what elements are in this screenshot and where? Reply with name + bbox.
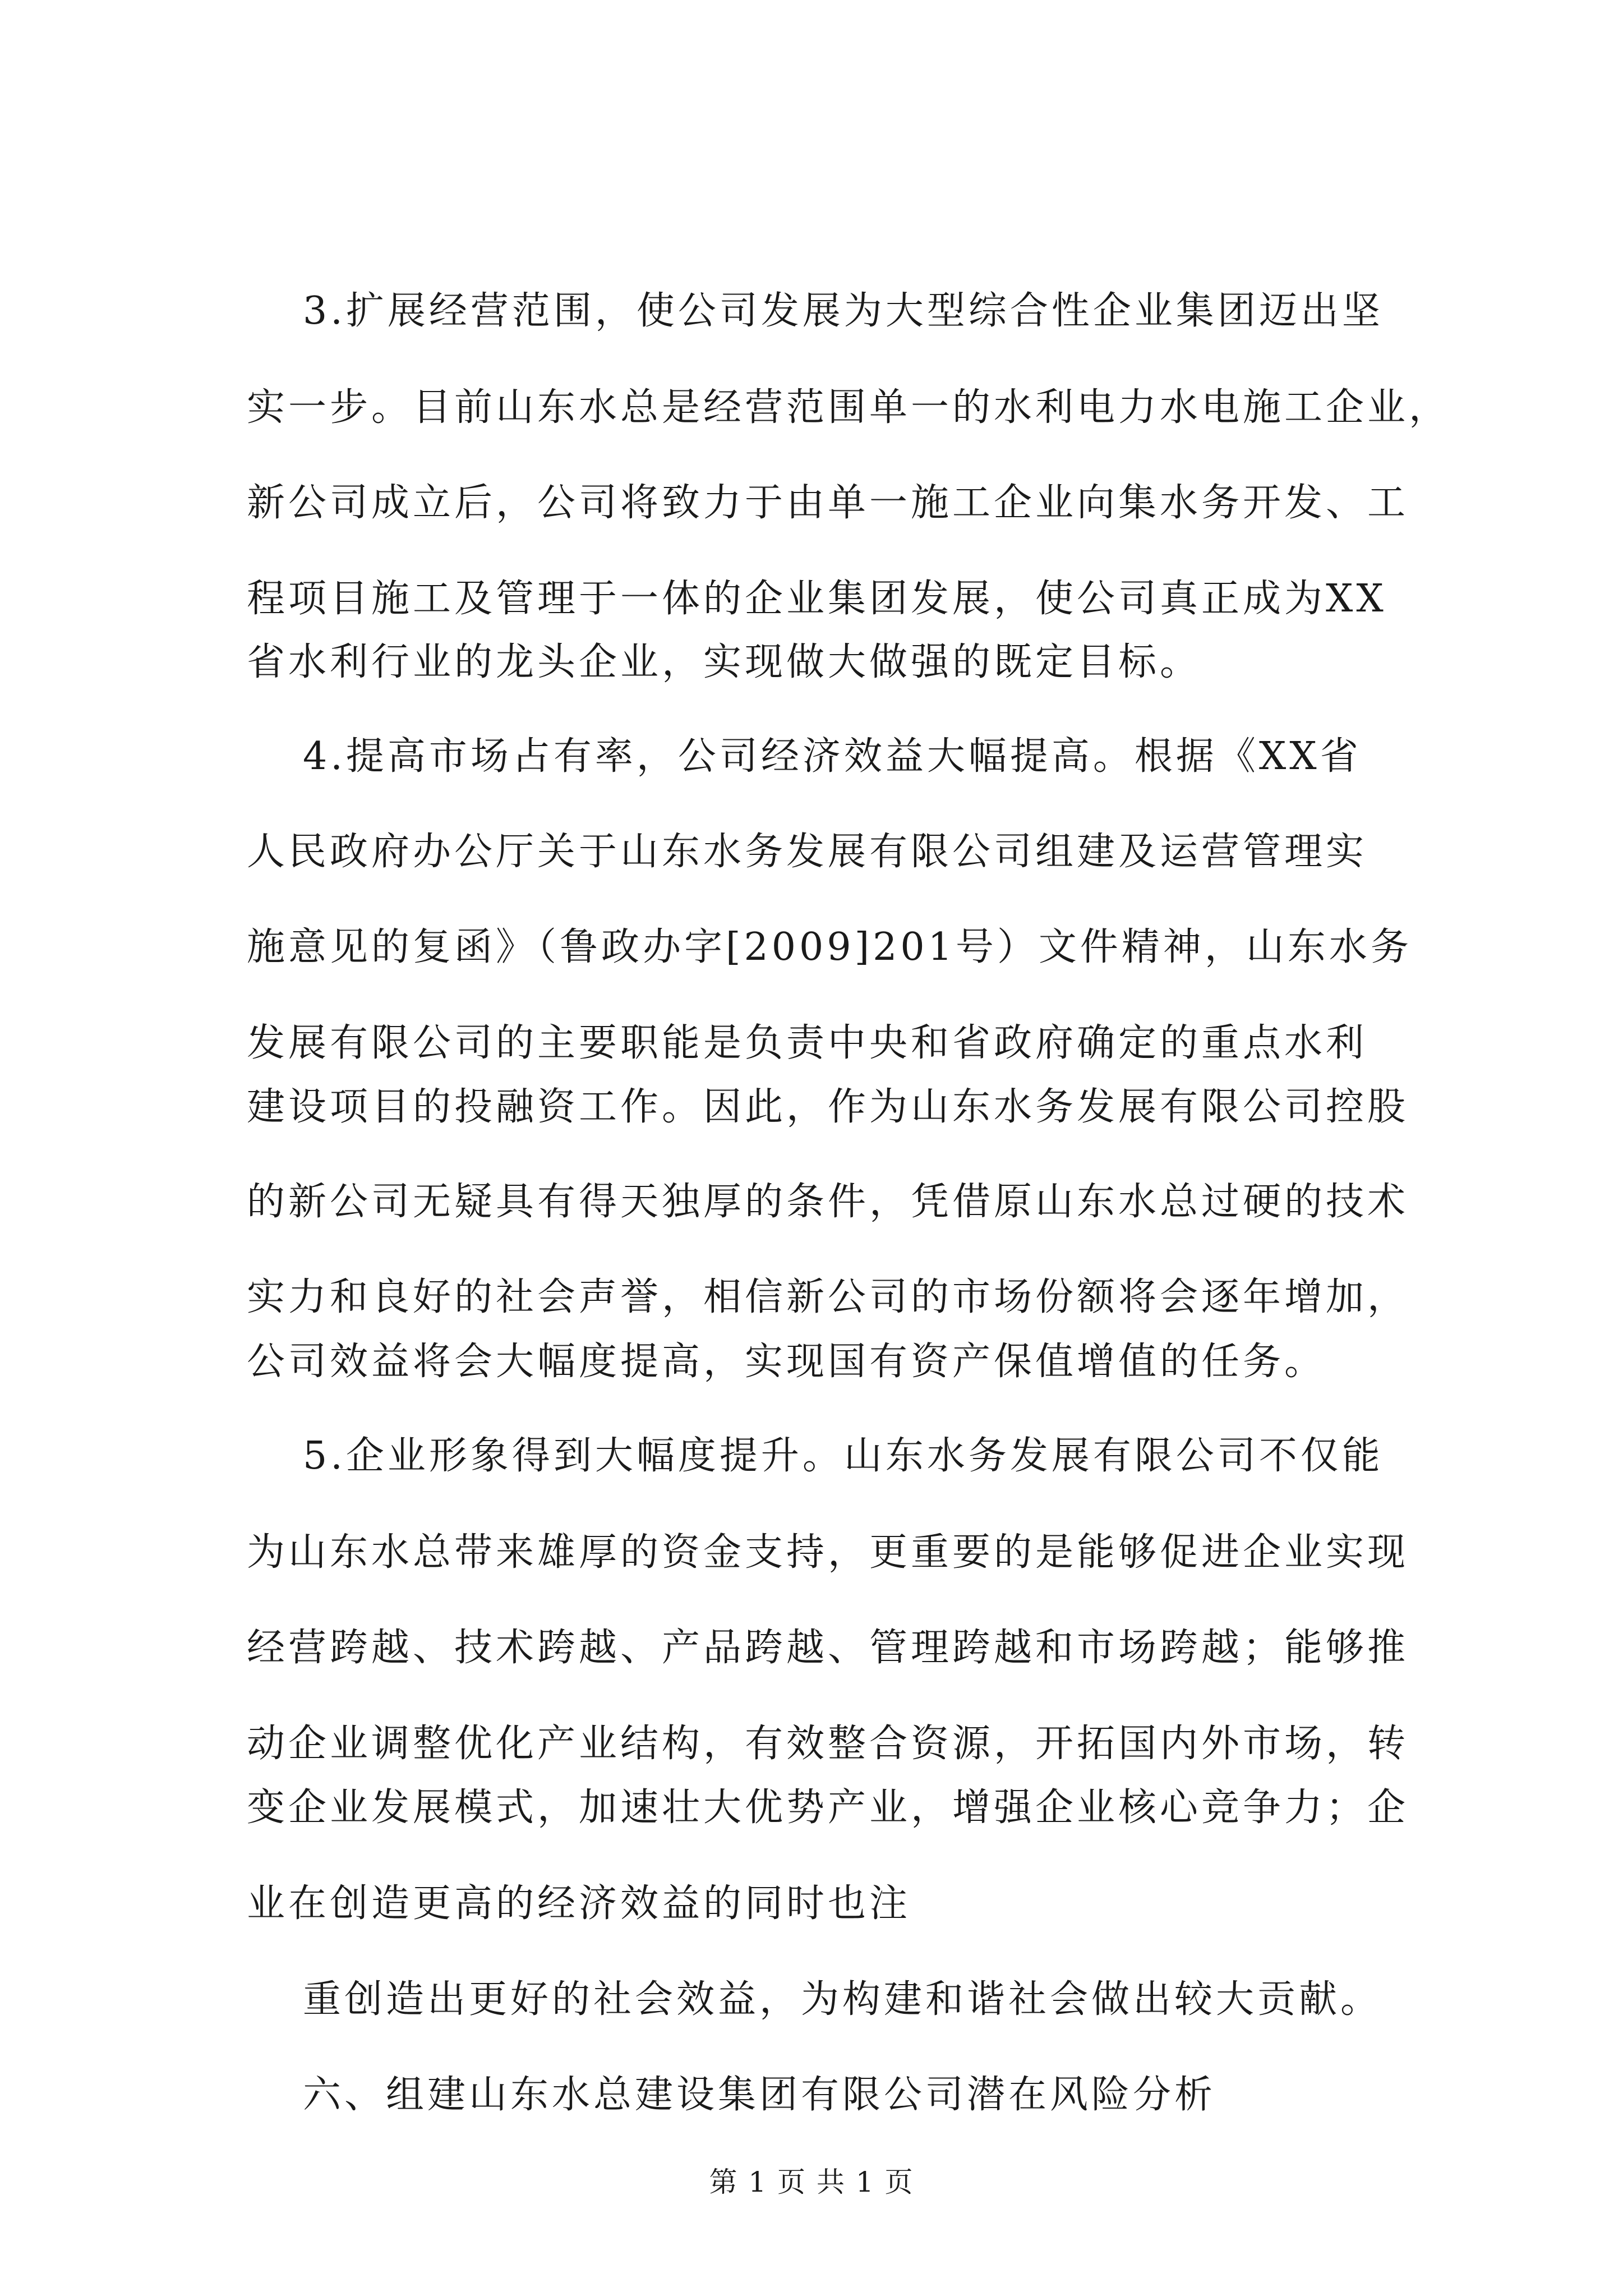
paragraph-5-line-5: 变企业发展模式，加速壮大优势产业，增强企业核心竞争力；企 [247,1786,1409,1830]
paragraph-5-line-4: 动企业调整优化产业结构，有效整合资源，开拓国内外市场，转 [247,1722,1409,1766]
paragraph-4-line-5: 建设项目的投融资工作。因此，作为山东水务发展有限公司控股 [247,1085,1409,1129]
paragraph-5-line-2: 为山东水总带来雄厚的资金支持，更重要的是能够促进企业实现 [247,1530,1409,1575]
paragraph-3-line-4: 程项目施工及管理于一体的企业集团发展，使公司真正成为XX [247,577,1387,621]
paragraph-5-line-1: 5.企业形象得到大幅度提升。山东水务发展有限公司不仅能 [303,1434,1384,1478]
paragraph-4-line-2: 人民政府办公厅关于山东水务发展有限公司组建及运营管理实 [247,830,1368,874]
paragraph-4-line-4: 发展有限公司的主要职能是负责中央和省政府确定的重点水利 [247,1021,1368,1065]
section-heading: 六、组建山东水总建设集团有限公司潜在风险分析 [303,2073,1216,2117]
paragraph-4-line-1: 4.提高市场占有率，公司经济效益大幅提高。根据《XX省 [303,734,1362,779]
paragraph-5-line-6: 业在创造更高的经济效益的同时也注 [247,1881,911,1926]
paragraph-3-line-1: 3.扩展经营范围，使公司发展为大型综合性企业集团迈出坚 [303,289,1384,333]
paragraph-4-line-7: 实力和良好的社会声誉，相信新公司的市场份额将会逐年增加， [247,1275,1409,1319]
page-footer: 第 1 页 共 1 页 [709,2166,914,2198]
paragraph-4-line-6: 的新公司无疑具有得天独厚的条件，凭借原山东水总过硬的技术 [247,1180,1409,1224]
paragraph-5-line-3: 经营跨越、技术跨越、产品跨越、管理跨越和市场跨越；能够推 [247,1626,1409,1670]
paragraph-3-line-3: 新公司成立后，公司将致力于由单一施工企业向集水务开发、工 [247,481,1409,525]
paragraph-3-line-2: 实一步。目前山东水总是经营范围单一的水利电力水电施工企业， [247,385,1451,430]
continuation-line: 重创造出更好的社会效益，为构建和谐社会做出较大贡献。 [303,1977,1382,2022]
paragraph-4-line-8: 公司效益将会大幅度提高，实现国有资产保值增值的任务。 [247,1340,1326,1384]
paragraph-4-line-3: 施意见的复函》（鲁政办字[2009]201号）文件精神，山东水务 [247,925,1412,969]
paragraph-3-line-5: 省水利行业的龙头企业，实现做大做强的既定目标。 [247,640,1202,684]
